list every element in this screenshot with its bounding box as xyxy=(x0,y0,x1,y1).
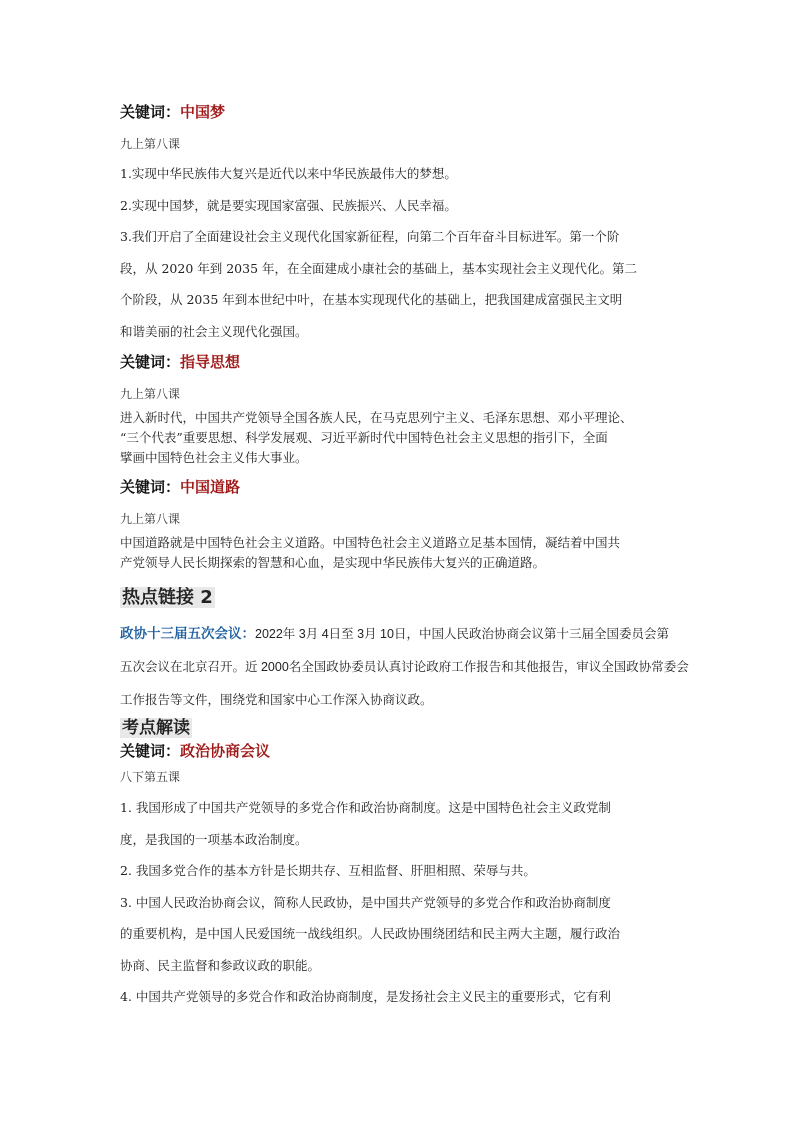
keyword-term: 政治协商会议 xyxy=(180,742,271,760)
hot-link-heading-wrap xyxy=(120,583,680,609)
text-line: 中国道路就是中国特色社会主义道路。中国特色社会主义道路立足基本国情，凝结着中国共 xyxy=(120,535,621,550)
text-line: 4. 中国共产党领导的多党合作和政治协商制度，是发扬社会主义民主的重要形式，它有利 xyxy=(120,989,611,1004)
paragraph-cppcc xyxy=(120,792,680,1013)
keyword-prefix: 关键词： xyxy=(120,103,181,121)
keyword-term: 中国梦 xyxy=(180,103,226,121)
text-line: 进入新时代，中国共产党领导全国各族人民，在马克思列宁主义、毛泽东思想、邓小平理论、 xyxy=(120,410,633,425)
news-paragraph xyxy=(120,617,700,717)
lesson-label: 九上第八课 xyxy=(120,512,181,526)
text-line: 产党领导人民长期探索的智慧和心血，是实现中华民族伟大复兴的正确道路。 xyxy=(120,555,546,570)
paragraph-china-road xyxy=(120,533,680,573)
news-line-first: 2022年 3月 4日至 3月 10日，中国人民政治协商会议第十三届全国委员会第 xyxy=(255,627,669,641)
text-line: 协商、民主监督和参政议政的职能。 xyxy=(120,957,321,973)
text-line: 工作报告等文件，围绕党和国家中心工作深入协商议政。 xyxy=(120,693,433,707)
keyword-prefix: 关键词： xyxy=(120,742,181,760)
text-line: 个阶段，从 2035 年到本世纪中叶，在基本实现现代化的基础上，把我国建成富强民主文明 xyxy=(120,292,623,307)
text-line: “三个代表”重要思想、科学发展观、习近平新时代中国特色社会主义思想的指引下，全面 xyxy=(120,430,608,445)
keyword-heading-cppcc xyxy=(120,740,680,761)
news-lead: 政协十三届五次会议： xyxy=(120,626,255,641)
paragraph-guiding-thought xyxy=(120,408,680,468)
keyword-prefix: 关键词： xyxy=(120,353,181,371)
text-line xyxy=(120,617,700,651)
lesson-label: 九上第八课 xyxy=(120,137,181,151)
text-line: 1.实现中华民族伟大复兴是近代以来中华民族最伟大的梦想。 xyxy=(120,166,457,181)
keyword-heading-china-dream xyxy=(120,101,680,122)
text-line: 段，从 2020 年到 2035 年，在全面建成小康社会的基础上，基本实现社会主义现代化。第二 xyxy=(120,260,638,276)
hot-link-heading: 热点链接 2 xyxy=(122,587,213,608)
analysis-heading-wrap xyxy=(120,713,680,738)
text-line: 1. 我国形成了中国共产党领导的多党合作和政治协商制度。这是中国特色社会主义政党制 xyxy=(120,800,611,815)
text-line: 五次会议在北京召开。近 2000名全国政协委员认真讨论政府工作报告和其他报告，审议全国政协常委会 xyxy=(120,660,689,674)
analysis-heading: 考点解读 xyxy=(122,718,190,738)
lesson-label: 九上第八课 xyxy=(120,387,181,401)
text-line: 的重要机构，是中国人民爱国统一战线组织。人民政协围绕团结和民主两大主题，履行政治 xyxy=(120,926,621,941)
text-line: 2. 我国多党合作的基本方针是长期共存、互相监督、肝胆相照、荣辱与共。 xyxy=(120,863,536,878)
text-line: 3. 中国人民政治协商会议，简称人民政协，是中国共产党领导的多党合作和政治协商制度 xyxy=(120,894,611,910)
text-line: 度，是我国的一项基本政治制度。 xyxy=(120,831,308,847)
keyword-heading-guiding-thought xyxy=(120,351,680,372)
text-line: 和谐美丽的社会主义现代化强国。 xyxy=(120,323,308,339)
lesson-label: 八下第五课 xyxy=(120,770,181,784)
keyword-term: 中国道路 xyxy=(180,478,241,496)
paragraph-china-dream xyxy=(120,158,680,347)
text-line: 擘画中国特色社会主义伟大事业。 xyxy=(120,450,308,465)
text-line: 3.我们开启了全面建设社会主义现代化国家新征程，向第二个百年奋斗目标进军。第一个阶 xyxy=(120,229,620,244)
keyword-heading-china-road xyxy=(120,476,680,497)
keyword-prefix: 关键词： xyxy=(120,478,181,496)
keyword-term: 指导思想 xyxy=(180,353,241,371)
text-line: 2.实现中国梦，就是要实现国家富强、民族振兴、人民幸福。 xyxy=(120,197,457,213)
